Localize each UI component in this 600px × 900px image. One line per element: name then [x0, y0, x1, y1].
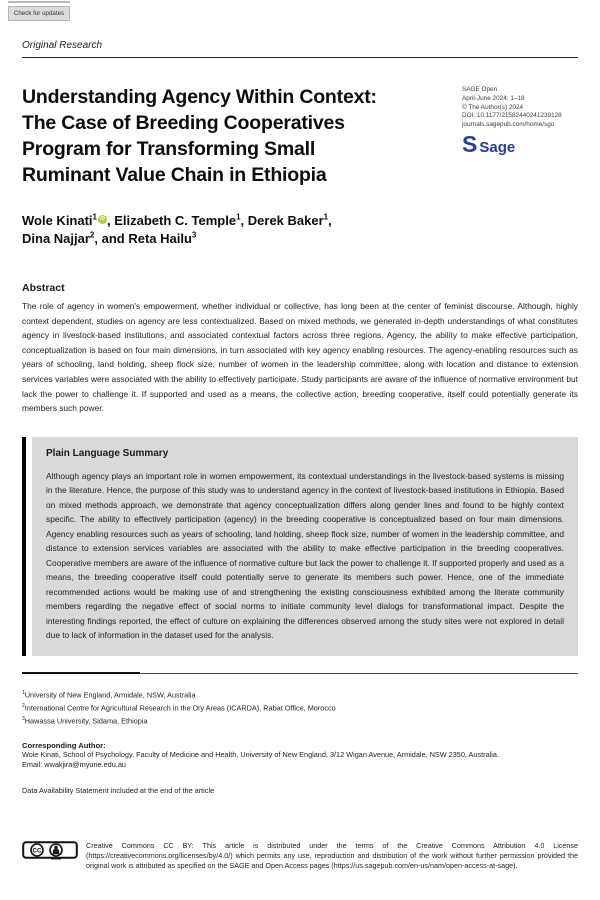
affiliation-text: University of New England, Armidale, NSW, Australia	[24, 690, 196, 700]
authors-line-1	[22, 212, 578, 230]
sage-logo-s: S	[462, 130, 478, 157]
sage-logo-word: Sage	[479, 138, 516, 156]
author-affil-mark: 1	[323, 212, 329, 222]
author-affil-mark: 1	[236, 212, 241, 222]
abstract-section	[22, 282, 578, 416]
affiliation-text: Hawassa University, Sidama, Ethiopia	[24, 716, 148, 726]
journal-copyright: © The Author(s) 2024	[462, 103, 524, 111]
author-separator: ,	[240, 213, 248, 228]
abstract-text: The role of agency in women's empowerment, whether individual or collective, has long been at the center of feminist discourse. Although, highly context dependent, studies on agency are less contextualized. Based on mixed methods, we generated in-depth understandings of what constitutes agency in livestock-based institutions, and associated contextual factors across three regions. Agency, the ability to make effective participation, conceptualization is based on four main dimensions, in turn associated with key agency enabling resources. The agency-enabling resources such as years of schooling, land holding, sheep flock size, number of women in the leadership committee, along with location and distance to extension services variables were associated with the ability to effectively participate. Study participants are aware of the influence of normative environment but lack the power to challenge it. If supported and used as a means, the collective action, breeding cooperative, itself could potentially generate its members such power.	[22, 301, 578, 414]
footnote-divider-thick-rule	[22, 672, 140, 675]
authors-block	[22, 212, 578, 248]
affiliation	[22, 688, 578, 701]
crossmark-top-rule	[8, 1, 70, 3]
author-affil-mark: 1	[92, 212, 97, 222]
author-name: Elizabeth C. Temple	[114, 213, 237, 228]
affiliation-mark: 2	[22, 702, 25, 709]
orcid-icon[interactable]: iD	[100, 215, 105, 222]
author-affil-mark: 2	[89, 230, 95, 240]
journal-issue: April-June 2024: 1–18	[462, 94, 525, 102]
journal-name: SAGE Open	[462, 86, 498, 93]
author-separator: ,	[328, 213, 332, 228]
journal-meta	[462, 84, 578, 188]
summary-body	[32, 437, 578, 656]
title-line: The Case of Breeding Cooperatives	[22, 112, 345, 134]
author-name: Derek Baker	[247, 213, 324, 228]
license-text: Creative Commons CC BY: This article is distributed under the terms of the Creative Commons Attribution 4.0 License (https://creativecommons.org/licenses/by/4.0/) which permits any use, reproduction and distribution of the work without further permission provided the original work is attributed as specified on the SAGE and Open Access pages (https://us.sagepub.com/en-us/nam/open-access-at-sage).	[86, 840, 578, 870]
journal-doi: DOI: 10.1177/21582440241239128	[462, 112, 562, 120]
journal-url-link[interactable]: journals.sagepub.com/home/sgo	[462, 121, 555, 129]
corresponding-author-section	[22, 741, 578, 771]
corresponding-author-address: Wole Kinati, School of Psychology, Faculty of Medicine and Health, University of New England, 3/12 Wigan Avenue, Armidale, NSW 2350, Australia.	[22, 749, 499, 759]
affiliation	[22, 714, 578, 727]
footnote-divider	[22, 672, 578, 676]
license-block	[22, 841, 578, 871]
affiliations-block	[22, 688, 578, 727]
article-title	[22, 84, 462, 188]
author-name: Reta Hailu	[128, 231, 192, 246]
affiliation-text: International Centre for Agricultural Research in the Dry Areas (ICARDA), Rabat Office, Morocco	[24, 703, 336, 713]
data-availability-note: Data Availability Statement included at the end of the article	[22, 785, 215, 795]
svg-text:CC: CC	[32, 847, 42, 855]
author-affil-mark: 3	[191, 230, 197, 240]
header-row	[22, 84, 578, 188]
author-name: Dina Najjar	[22, 231, 90, 246]
affiliation	[22, 701, 578, 714]
abstract-heading: Abstract	[22, 282, 65, 294]
author-separator: , and	[94, 231, 129, 246]
section-label: Original Research	[22, 40, 103, 51]
title-line: Program for Transforming Small	[22, 138, 316, 160]
summary-text: Although agency plays an important role in women empowerment, its contextual understandings in the livestock-based systems is missing in the literature. Hence, the purpose of this study was to understand agency in the context of livestock-based institutions in Ethiopia. Based on mixed methods approach, we demonstrate that agency conceptualization differs along gender lines and found to be highly context specific. The ability to effectively participation (agency) in the breeding cooperative is conceptualized based on four main dimensions. Agency enabling resources such as years of schooling, land holding, sheep flock size, number of women in the leadership committee, and distance to extension services variables are associated with the ability to make effective participation in the breeding cooperatives. Cooperative members are aware of the influence of normative culture but lack the power to challenge it. If supported properly and used as a means, the breeding cooperative itself could potentially serve to generate its members such power. Hence, one of the immediate recommended actions would be making use of and strengthening the existing consciousness exhibited among the literate community members regarding the negative effect of social norms to initiate community level dialogs for transformational impact. Despite the interesting findings reported, the effect of culture on explaining the differences observed among the study sites were not explored in detail due to lack of information in the dataset used for the analysis.	[46, 470, 564, 641]
corresponding-author-email[interactable]: Email: wwakjira@myune.edu.au	[22, 760, 126, 770]
summary-heading: Plain Language Summary	[46, 447, 169, 459]
authors-line-2	[22, 230, 578, 248]
crossmark-area	[8, 0, 70, 21]
sage-logo	[462, 130, 578, 157]
affiliation-mark: 3	[22, 715, 25, 722]
title-line: Understanding Agency Within Context:	[22, 86, 377, 108]
summary-left-bar	[22, 437, 26, 656]
title-line: Ruminant Value Chain in Ethiopia	[22, 164, 327, 186]
corresponding-author-heading: Corresponding Author:	[22, 740, 106, 750]
cc-by-badge-icon	[22, 841, 78, 860]
author-name: Wole Kinati	[22, 213, 93, 228]
plain-language-summary-box	[22, 437, 578, 656]
header-rule	[22, 57, 578, 58]
check-for-updates-badge[interactable]: Check for updates	[8, 6, 70, 21]
affiliation-mark: 1	[22, 689, 25, 696]
author-separator: ,	[107, 213, 115, 228]
